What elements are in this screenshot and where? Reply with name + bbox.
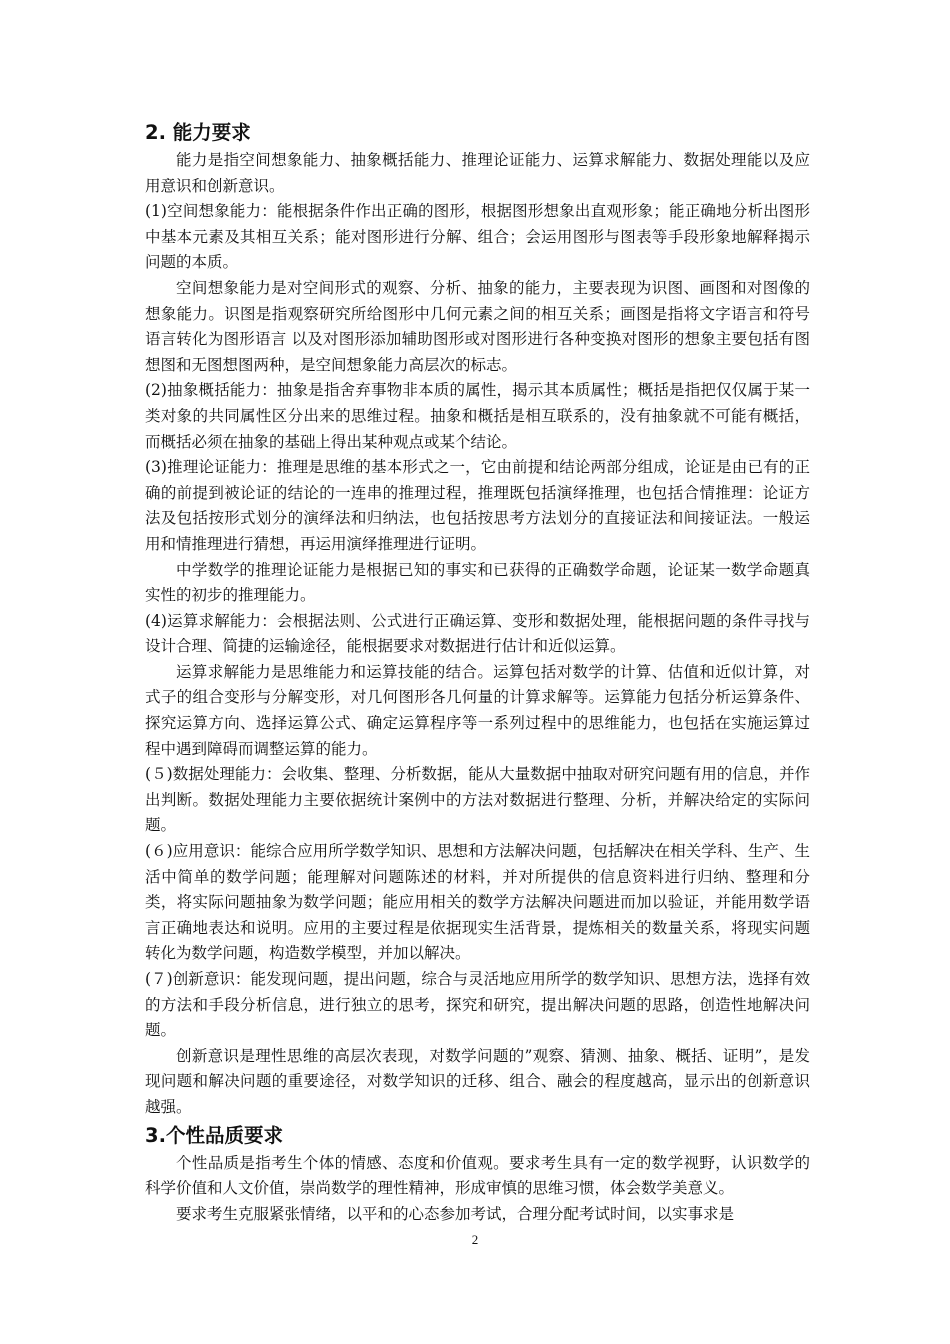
section-heading-abilities: 2. 能力要求 — [145, 121, 251, 144]
page-content — [145, 118, 810, 1227]
paragraph: 能力是指空间想象能力、抽象概括能力、推理论证能力、运算求解能力、数据处理能以及应用意识和创新意识。 — [145, 151, 810, 195]
paragraph: 创新意识是理性思维的高层次表现，对数学问题的”观察、猜测、抽象、概括、证明”，是发现问题和解决问题的重要途径，对数学知识的迁移、组合、融会的程度越高，显示出的创新意识越强。 — [145, 1046, 810, 1116]
paragraph: 要求考生克服紧张情绪，以平和的心态参加考试，合理分配考试时间，以实事求是 — [176, 1204, 735, 1223]
paragraph: (4)运算求解能力：会根据法则、公式进行正确运算、变形和数据处理，能根据问题的条件寻找与设计合理、简捷的运输途径，能根据要求对数据进行估计和近似运算。 — [145, 611, 810, 656]
paragraph: (1)空间想象能力：能根据条件作出正确的图形，根据图形想象出直观形象；能正确地分析出图形中基本元素及其相互关系；能对图形进行分解、组合；会运用图形与图表等手段形象地解释揭示问题的本质。 — [145, 202, 810, 272]
paragraph: 空间想象能力是对空间形式的观察、分析、抽象的能力，主要表现为识图、画图和对图像的想象能力。识图是指观察研究所给图形中几何元素之间的相互关系；画图是指将文字语言和符号语言转化为图形语言 以及对图形添加辅助图形或对图形进行各种变换对图形的想象主要包括有图想图和无图想图两种，是空间想象能力高层次的标志。 — [145, 278, 810, 374]
page-number: 2 — [471, 1232, 479, 1247]
paragraph: 运算求解能力是思维能力和运算技能的结合。运算包括对数学的计算、估值和近似计算，对式子的组合变形与分解变形，对几何图形各几何量的计算求解等。运算能力包括分析运算条件、探究运算方向、选择运算公式、确定运算程序等一系列过程中的思维能力，也包括在实施运算过程中遇到障碍而调整运算的能力。 — [145, 662, 810, 758]
paragraph: (3)推理论证能力：推理是思维的基本形式之一，它由前提和结论两部分组成，论证是由已有的正确的前提到被论证的结论的一连串的推理过程，推理既包括演绎推理，也包括合情推理：论证方法及包括按形式划分的演绎法和归纳法，也包括按思考方法划分的直接证法和间接证法。一般运用和情推理进行猜想，再运用演绎推理进行证明。 — [145, 458, 810, 553]
paragraph: (2)抽象概括能力：抽象是指舍弃事物非本质的属性，揭示其本质属性；概括是指把仅仅属于某一类对象的共同属性区分出来的思维过程。抽象和概括是相互联系的，没有抽象就不可能有概括，而概括必须在抽象的基础上得出某种观点或某个结论。 — [145, 381, 810, 451]
paragraph: 中学数学的推理论证能力是根据已知的事实和已获得的正确数学命题，论证某一数学命题真实性的初步的推理能力。 — [145, 560, 810, 605]
paragraph: (５)数据处理能力：会收集、整理、分析数据，能从大量数据中抽取对研究问题有用的信息，并作出判断。数据处理能力主要依据统计案例中的方法对数据进行整理、分析，并解决给定的实际问题。 — [145, 765, 810, 835]
paragraph: 个性品质是指考生个体的情感、态度和价值观。要求考生具有一定的数学视野，认识数学的科学价值和人文价值，崇尚数学的理性精神，形成审慎的思维习惯，体会数学美意义。 — [145, 1153, 810, 1198]
section-heading-personality: 3.个性品质要求 — [145, 1123, 283, 1147]
paragraph: (７)创新意识：能发现问题，提出问题，综合与灵活地应用所学的数学知识、思想方法，选择有效的方法和手段分析信息，进行独立的思考，探究和研究，提出解决问题的思路，创造性地解决问题。 — [145, 970, 810, 1040]
paragraph: (６)应用意识：能综合应用所学数学知识、思想和方法解决问题，包括解决在相关学科、生产、生活中简单的数学问题；能理解对问题陈述的材料，并对所提供的信息资料进行归纳、整理和分类，将实际问题抽象为数学问题；能应用相关的数学方法解决问题进而加以验证，并能用数学语言正确地表达和说明。应用的主要过程是依据现实生活背景，提炼相关的数量关系，将现实问题转化为数学问题，构造数学模型，并加以解决。 — [145, 842, 810, 963]
